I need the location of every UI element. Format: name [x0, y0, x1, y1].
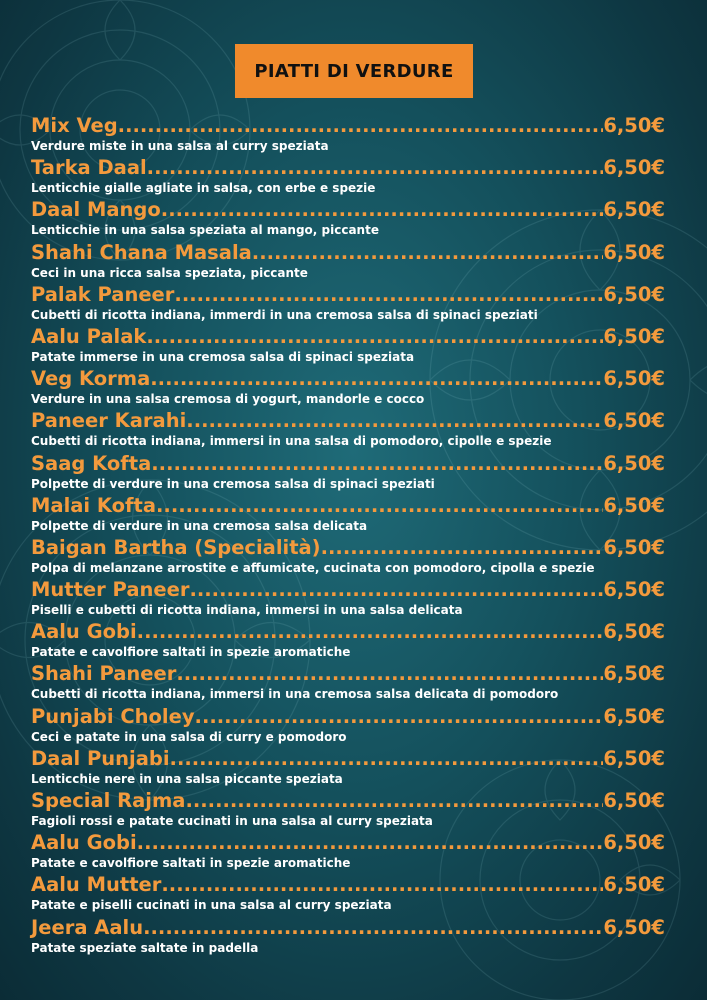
menu-item — [31, 240, 665, 282]
menu-item — [31, 155, 665, 197]
menu-item-row — [31, 915, 665, 940]
menu-item-row — [31, 324, 665, 349]
menu-item-description: Verdure in una salsa cremosa di yogurt, mandorle e cocco — [31, 392, 425, 407]
dot-leader — [161, 197, 604, 222]
menu-item-row — [31, 830, 665, 855]
menu-item-description: Cubetti di ricotta indiana, immersi in una salsa di pomodoro, cipolle e spezie — [31, 434, 552, 449]
menu-item — [31, 535, 665, 577]
dot-leader — [170, 746, 604, 771]
menu-item-description: Patate speziate saltate in padella — [31, 940, 259, 955]
menu-item-price: 6,50€ — [603, 578, 665, 602]
menu-item-name: Mix Veg — [31, 114, 118, 137]
dot-leader — [176, 661, 603, 686]
menu-item-description: Patate e cavolfiore saltati in spezie aromatiche — [31, 856, 351, 871]
menu-item-name: Special Rajma — [31, 789, 186, 812]
menu-item-description: Polpette di verdure in una cremosa salsa di spinaci speziati — [31, 476, 435, 491]
menu-item-row — [31, 704, 665, 729]
menu-item-row — [31, 493, 665, 518]
menu-item-price: 6,50€ — [603, 282, 665, 306]
menu-item-name: Shahi Chana Masala — [31, 240, 252, 264]
menu-item-description: Lenticchie nere in una salsa piccante speziata — [31, 771, 343, 786]
menu-item-row — [31, 872, 665, 897]
menu-item — [31, 704, 665, 746]
menu-item — [31, 830, 665, 872]
menu-item-name: Daal Punjabi — [31, 746, 170, 770]
menu-item — [31, 619, 665, 661]
menu-item-name: Baigan Bartha (Specialità) — [31, 535, 321, 559]
menu-item-price: 6,50€ — [603, 662, 665, 686]
menu-item-price: 6,50€ — [603, 367, 665, 391]
menu-item-price: 6,50€ — [603, 620, 665, 644]
menu-item-description: Polpette di verdure in una cremosa salsa delicata — [31, 518, 368, 533]
menu-item-description: Patate immerse in una cremosa salsa di spinaci speziata — [31, 349, 415, 364]
menu-item-description: Polpa di melanzane arrostite e affumicate, cucinata con pomodoro, cipolla e spezie — [31, 560, 595, 575]
menu-item — [31, 282, 665, 324]
menu-item-description: Cubetti di ricotta indiana, immerdi in una cremosa salsa di spinaci speziati — [31, 307, 538, 322]
menu-item-price: 6,50€ — [603, 746, 665, 770]
menu-item-price: 6,50€ — [603, 114, 665, 137]
menu-item — [31, 408, 665, 450]
menu-item-row — [31, 282, 665, 307]
menu-item-name: Punjabi Choley — [31, 704, 195, 728]
menu-item-name: Mutter Paneer — [31, 578, 190, 602]
menu-item-row — [31, 451, 665, 476]
menu-item-name: Malai Kofta — [31, 493, 157, 517]
menu-item-name: Paneer Karahi — [31, 409, 187, 433]
menu-item-price: 6,50€ — [603, 156, 665, 180]
dot-leader — [161, 872, 603, 897]
menu-item-description: Lenticchie in una salsa speziata al mango, piccante — [31, 223, 379, 238]
menu-item-price: 6,50€ — [603, 789, 665, 812]
menu-item-price: 6,50€ — [603, 704, 665, 728]
section-title-box — [235, 44, 473, 98]
menu-item-row — [31, 113, 665, 138]
menu-item — [31, 788, 665, 830]
menu-item-description: Patate e cavolfiore saltati in spezie aromatiche — [31, 645, 351, 660]
dot-leader — [146, 324, 603, 349]
menu-item-description: Patate e piselli cucinati in una salsa al curry speziata — [31, 898, 392, 913]
dot-leader — [195, 704, 604, 729]
menu-item-row — [31, 746, 665, 771]
menu-item-name: Saag Kofta — [31, 451, 152, 475]
dot-leader — [189, 577, 603, 602]
menu-item-row — [31, 661, 665, 686]
menu-item-price: 6,50€ — [603, 493, 665, 517]
menu-item-name: Shahi Paneer — [31, 662, 177, 686]
menu-item — [31, 197, 665, 239]
menu-item — [31, 746, 665, 788]
menu-item-row — [31, 408, 665, 433]
menu-item-row — [31, 240, 665, 265]
menu-item-row — [31, 155, 665, 180]
menu-item — [31, 872, 665, 914]
menu-item-name: Aalu Mutter — [31, 873, 162, 897]
menu-item-name: Veg Korma — [31, 367, 151, 391]
menu-item-price: 6,50€ — [603, 915, 665, 939]
dot-leader — [118, 113, 604, 138]
dot-leader — [185, 788, 603, 813]
dot-leader — [252, 240, 604, 265]
dot-leader — [186, 408, 603, 433]
dot-leader — [143, 915, 603, 940]
dot-leader — [321, 535, 604, 560]
menu-item-description: Ceci in una ricca salsa speziata, piccante — [31, 265, 308, 280]
menu-item — [31, 451, 665, 493]
menu-item-row — [31, 197, 665, 222]
menu-item — [31, 113, 665, 155]
menu-item-name: Aalu Gobi — [31, 831, 137, 855]
menu-item-name: Palak Paneer — [31, 282, 175, 306]
menu-item-price: 6,50€ — [603, 324, 665, 348]
menu-item — [31, 915, 665, 957]
menu-item — [31, 366, 665, 408]
menu-item-name: Tarka Daal — [31, 156, 147, 180]
menu-item-name: Aalu Gobi — [31, 620, 137, 644]
menu-item-row — [31, 366, 665, 391]
menu-item — [31, 661, 665, 703]
menu-item-name: Aalu Palak — [31, 324, 147, 348]
section-title: PIATTI DI VERDURE — [254, 60, 454, 82]
dot-leader — [174, 282, 603, 307]
menu-item — [31, 324, 665, 366]
menu-item-description: Ceci e patate in una salsa di curry e pomodoro — [31, 729, 347, 744]
dot-leader — [137, 830, 604, 855]
dot-leader — [137, 619, 604, 644]
menu-item-row — [31, 577, 665, 602]
dot-leader — [156, 493, 603, 518]
dot-leader — [147, 155, 604, 180]
menu-item-price: 6,50€ — [603, 240, 665, 264]
menu-list — [31, 113, 665, 957]
menu-item-price: 6,50€ — [603, 409, 665, 433]
menu-item-price: 6,50€ — [603, 831, 665, 855]
menu-item-name: Daal Mango — [31, 198, 161, 222]
menu-item-description: Lenticchie gialle agliate in salsa, con erbe e spezie — [31, 181, 376, 196]
menu-item-description: Cubetti di ricotta indiana, immersi in una cremosa salsa delicata di pomodoro — [31, 687, 559, 702]
menu-item-description: Verdure miste in una salsa al curry speziata — [31, 139, 329, 153]
dot-leader — [150, 366, 603, 391]
menu-item-description: Fagioli rossi e patate cucinati in una salsa al curry speziata — [31, 814, 433, 828]
dot-leader — [151, 451, 603, 476]
menu-item-price: 6,50€ — [603, 535, 665, 559]
menu-item-price: 6,50€ — [603, 873, 665, 897]
menu-item-row — [31, 788, 665, 813]
menu-item — [31, 493, 665, 535]
menu-item-price: 6,50€ — [603, 198, 665, 222]
menu-item-description: Piselli e cubetti di ricotta indiana, immersi in una salsa delicata — [31, 603, 463, 618]
menu-item-row — [31, 535, 665, 560]
menu-item-name: Jeera Aalu — [31, 915, 144, 939]
menu-item-price: 6,50€ — [603, 451, 665, 475]
menu-item — [31, 577, 665, 619]
menu-item-row — [31, 619, 665, 644]
